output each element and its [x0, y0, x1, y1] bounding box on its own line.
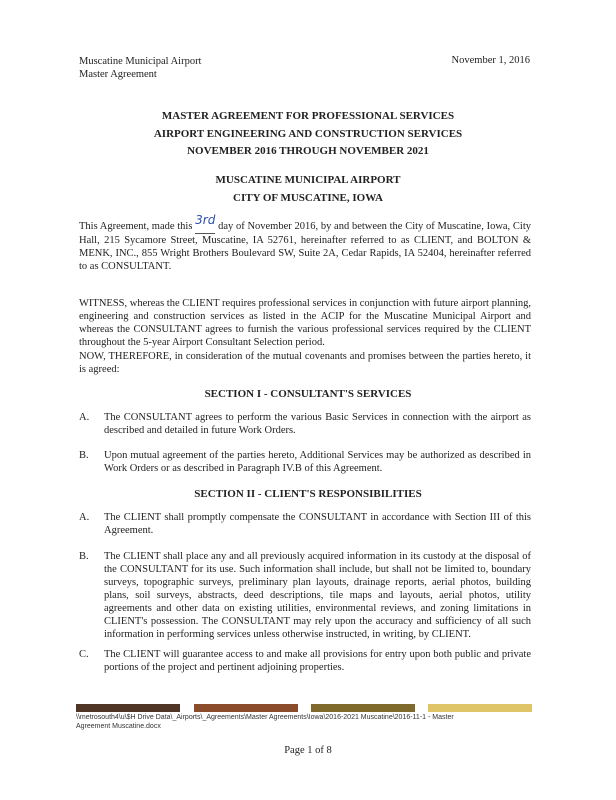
- day-blank: [195, 213, 216, 234]
- section-2-heading: SECTION II - CLIENT'S RESPONSIBILITIES: [194, 488, 422, 500]
- section-2-item-b: [79, 550, 531, 641]
- handwritten-day: 3rd: [195, 213, 216, 227]
- item-label: A.: [79, 412, 90, 423]
- witness-paragraph: WITNESS, whereas the CLIENT requires professional services in conjunction with future airport planning, engineering and construction services as listed in the ACIP for the Muscatine Municipal Airport and whereas the CONSULTANT agrees to furnish the various professional services required by the CLIENT throughout the 5-year Airport Consultant Selection period.: [79, 298, 531, 348]
- header-left: [79, 55, 201, 81]
- section-1-item-b: [79, 449, 531, 475]
- item-text: The CLIENT will guarantee access to and make all provisions for entry upon both public and private portions of the project and pertinent adjoining properties.: [104, 649, 531, 673]
- section-2-item-c: [79, 648, 531, 674]
- header-date: November 1, 2016: [451, 55, 530, 66]
- item-text: The CLIENT shall promptly compensate the CONSULTANT in accordance with Section III of this Agreement.: [104, 512, 531, 536]
- footer-color-bar-3: [311, 704, 415, 712]
- intro-text-start: This Agreement, made this: [79, 221, 196, 232]
- title-line-3: NOVEMBER 2016 THROUGH NOVEMBER 2021: [187, 145, 429, 157]
- item-label: B.: [79, 450, 89, 461]
- item-text: The CONSULTANT agrees to perform the various Basic Services in connection with the airport as described and detailed in future Work Orders.: [104, 412, 531, 436]
- footer-file-path: \\metrosouth4\u\$H Drive Data\_Airports\_Agreements\Master Agreements\Iowa\2016-2021 Muscatine\2016-11-1 - Master Agreement Muscatine.docx: [76, 714, 454, 730]
- subtitle-airport: MUSCATINE MUNICIPAL AIRPORT: [215, 174, 401, 186]
- item-text: Upon mutual agreement of the parties hereto, Additional Services may be authorized as described in Work Orders or as described in Paragraph IV.B of this Agreement.: [104, 450, 531, 474]
- section-1-item-a: [79, 411, 531, 437]
- footer-color-bar-1: [76, 704, 180, 712]
- item-label: C.: [79, 649, 89, 660]
- item-label: A.: [79, 512, 90, 523]
- title-line-2: AIRPORT ENGINEERING AND CONSTRUCTION SERVICES: [153, 128, 463, 140]
- intro-text-end: day of November 2016, by and between the City of Muscatine, Iowa, City Hall, 215 Sycamore Street, Muscatine, IA 52761, hereinafter referred to as CLIENT, and BOLTON & MENK, INC., 855 Wright Brothers Boulevard SW, Suite 2A, Cedar Rapids, IA 52404, hereinafter referred to as CONSULTANT.: [79, 221, 531, 272]
- section-1-heading: SECTION I - CONSULTANT'S SERVICES: [204, 388, 412, 400]
- title-line-1: MASTER AGREEMENT FOR PROFESSIONAL SERVICES: [161, 110, 455, 122]
- header-doc-type: Master Agreement: [79, 69, 157, 80]
- item-label: B.: [79, 551, 89, 562]
- page-number: Page 1 of 8: [284, 745, 332, 756]
- intro-paragraph: [79, 213, 531, 273]
- header-airport: Muscatine Municipal Airport: [79, 56, 202, 67]
- now-therefore-paragraph: NOW, THEREFORE, in consideration of the mutual covenants and promises between the parties hereto, it is agreed:: [79, 351, 531, 375]
- footer-color-bar-2: [194, 704, 298, 712]
- footer-color-bar-4: [428, 704, 532, 712]
- item-text: The CLIENT shall place any and all previously acquired information in its custody at the disposal of the CONSULTANT for its use. Such information shall include, but shall not be limited to, boundary surveys, topographic surveys, preliminary plan layouts, drainage reports, aerial photos, building plans, soil surveys, abstracts, deed descriptions, tile maps and layouts, aerial photos, utility agreements and other data on existing utilities, environmental reviews, and zoning limitations in CLIENT's possession. The CONSULTANT may rely upon the accuracy and sufficiency of all such information in performing services unless otherwise instructed, in writing, by CLIENT.: [104, 551, 531, 640]
- subtitle-city: CITY OF MUSCATINE, IOWA: [233, 192, 383, 204]
- section-2-item-a: [79, 511, 531, 537]
